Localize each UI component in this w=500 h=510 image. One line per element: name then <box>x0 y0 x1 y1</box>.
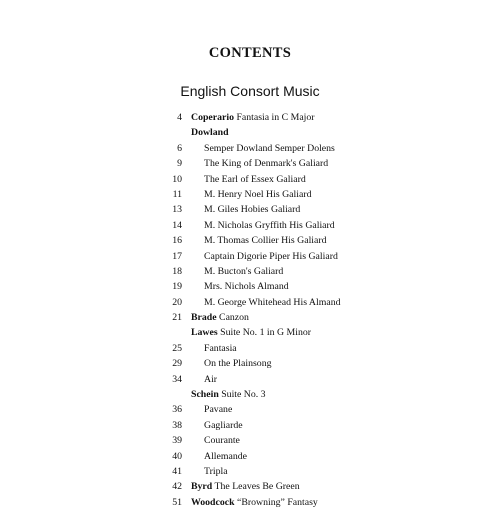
toc-entry <box>0 464 500 479</box>
toc-entry <box>0 233 500 248</box>
toc-entry <box>0 202 500 217</box>
section-heading: English Consort Music <box>180 83 320 99</box>
page-number: 14 <box>172 219 182 231</box>
piece-title: Pavane <box>204 404 233 416</box>
toc-entry <box>0 264 500 279</box>
piece-title: Suite No. 3 <box>221 389 266 401</box>
piece-title: “Browning” Fantasy <box>237 496 318 508</box>
page-number: 9 <box>177 158 182 170</box>
entry-text <box>191 387 266 402</box>
page-number: 20 <box>172 296 182 308</box>
toc-entry <box>0 310 500 325</box>
page-number: 40 <box>172 450 182 462</box>
entry-text <box>191 495 318 510</box>
page-number: 6 <box>177 142 182 154</box>
toc-entry <box>0 495 500 510</box>
piece-title: M. Thomas Collier His Galiard <box>204 235 327 247</box>
piece-title: Mrs. Nichols Almand <box>204 281 289 293</box>
composer-name: Coperario <box>191 112 234 123</box>
toc-entry <box>0 172 500 187</box>
page-number: 39 <box>172 435 182 447</box>
page-number: 42 <box>172 481 182 493</box>
piece-title: M. Bucton's Galiard <box>204 265 284 277</box>
page-number: 19 <box>172 281 182 293</box>
entry-text <box>191 325 311 340</box>
page-number: 34 <box>172 373 182 385</box>
piece-title: Air <box>204 373 218 385</box>
toc-entry <box>0 341 500 356</box>
page-number: 36 <box>172 404 182 416</box>
page-number: 16 <box>172 235 182 247</box>
piece-title: Courante <box>204 435 240 447</box>
page-number: 11 <box>172 188 182 200</box>
page-number: 10 <box>172 173 182 185</box>
toc-entry <box>0 433 500 448</box>
piece-title: Semper Dowland Semper Dolens <box>204 142 335 154</box>
piece-title: Allemande <box>204 450 247 462</box>
piece-title: The Earl of Essex Galiard <box>204 173 306 185</box>
toc-entry <box>0 110 500 125</box>
table-of-contents <box>0 110 500 510</box>
toc-entry <box>0 402 500 417</box>
composer-name: Schein <box>191 389 219 401</box>
toc-entry <box>0 187 500 202</box>
piece-title: Fantasia in C Major <box>236 112 315 123</box>
page-number: 25 <box>172 342 182 354</box>
composer-name: Dowland <box>191 127 229 139</box>
toc-entry <box>0 279 500 294</box>
toc-entry <box>0 479 500 494</box>
toc-entry <box>0 372 500 387</box>
piece-title: The Leaves Be Green <box>214 481 300 493</box>
entry-text <box>191 310 249 325</box>
piece-title: Canzon <box>219 312 249 324</box>
entry-text <box>191 125 229 140</box>
piece-title: Suite No. 1 in G Minor <box>220 327 312 339</box>
toc-entry <box>0 325 500 340</box>
page-number: 51 <box>172 496 182 508</box>
piece-title: M. Nicholas Gryffith His Galiard <box>204 219 335 231</box>
page-number: 13 <box>172 204 182 216</box>
piece-title: M. Giles Hobies Galiard <box>204 204 301 216</box>
composer-name: Woodcock <box>191 496 235 508</box>
page-number: 38 <box>172 419 182 431</box>
toc-entry <box>0 218 500 233</box>
page-number: 41 <box>172 465 182 477</box>
contents-heading: CONTENTS <box>208 45 292 61</box>
composer-name: Lawes <box>191 327 218 339</box>
toc-entry <box>0 418 500 433</box>
page-number: 21 <box>172 312 182 324</box>
toc-entry <box>0 449 500 464</box>
piece-title: Gagliarde <box>204 419 243 431</box>
composer-name: Byrd <box>191 481 213 493</box>
toc-entry <box>0 249 500 264</box>
toc-entry <box>0 387 500 402</box>
page-number: 29 <box>172 358 182 370</box>
entry-text <box>191 110 315 125</box>
toc-entry <box>0 125 500 140</box>
toc-entry <box>0 295 500 310</box>
piece-title: Captain Digorie Piper His Galiard <box>204 250 338 262</box>
toc-entry <box>0 141 500 156</box>
toc-entry <box>0 156 500 171</box>
entry-text <box>191 479 300 494</box>
page-number: 18 <box>172 265 182 277</box>
page-number: 4 <box>177 112 182 123</box>
piece-title: M. Henry Noel His Galiard <box>204 188 312 200</box>
composer-name: Brade <box>191 312 217 324</box>
page-number: 17 <box>172 250 182 262</box>
piece-title: Tripla <box>204 465 228 477</box>
toc-entry <box>0 356 500 371</box>
piece-title: Fantasia <box>204 342 237 354</box>
piece-title: M. George Whitehead His Almand <box>204 296 341 308</box>
piece-title: The King of Denmark's Galiard <box>204 158 329 170</box>
piece-title: On the Plainsong <box>204 358 272 370</box>
